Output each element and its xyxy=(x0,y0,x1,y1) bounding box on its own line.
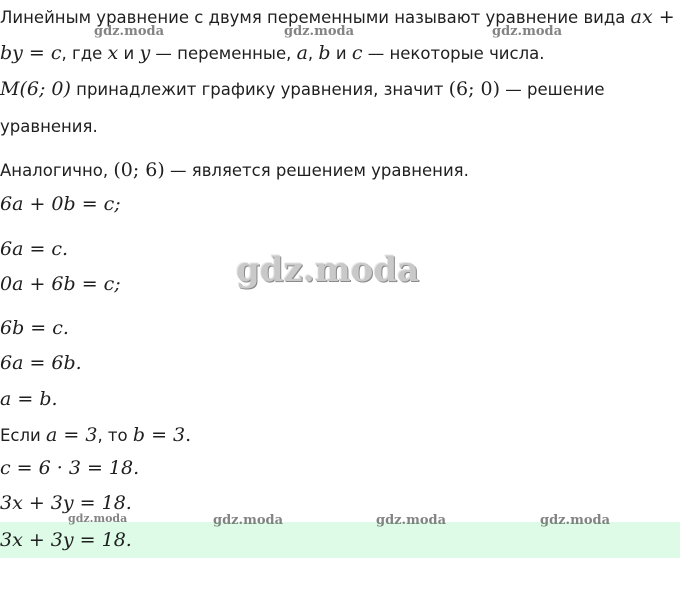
watermark: gdz.moda xyxy=(284,24,355,39)
math-expr: a = 3 xyxy=(46,424,98,446)
watermark: gdz.moda xyxy=(492,24,563,39)
text-fragment: Аналогично, xyxy=(0,161,114,180)
text-fragment: — является решением уравнения. xyxy=(164,161,469,180)
math-var: c xyxy=(351,42,363,64)
equation-line: 6a + 0b = c; xyxy=(0,193,121,215)
math-var: x xyxy=(107,42,119,64)
equation-line: 6a = 6b. xyxy=(0,352,82,374)
text-fragment: — решение xyxy=(500,80,605,99)
text-fragment: — некоторые числа. xyxy=(362,44,545,63)
equation-line: a = b. xyxy=(0,388,58,410)
math-var: b xyxy=(318,42,331,64)
equation-line: 6b = c. xyxy=(0,317,69,339)
answer-equation: 3x + 3y = 18. xyxy=(0,529,132,551)
equation-line: c = 6 · 3 = 18. xyxy=(0,457,140,479)
watermark: gdz.moda xyxy=(540,513,611,528)
watermark: gdz.moda xyxy=(213,513,284,528)
text-fragment: — переменные, xyxy=(150,44,297,63)
watermark-large: gdz.moda xyxy=(236,250,420,290)
text-fragment: . xyxy=(185,424,192,446)
math-expr: ax + xyxy=(630,6,675,28)
text-fragment: уравнения. xyxy=(0,117,98,136)
text-fragment: Если xyxy=(0,426,47,445)
text-fragment: и xyxy=(118,44,140,63)
definition-text: Линейным уравнение с двумя переменными называют уравнение вида xyxy=(0,8,631,27)
text-line-5 xyxy=(0,159,469,182)
text-line-4 xyxy=(0,116,98,138)
text-line-2 xyxy=(0,42,545,65)
equation-line: 0a + 6b = c; xyxy=(0,273,121,295)
text-fragment: , то xyxy=(97,426,133,445)
equation-line: 3x + 3y = 18. xyxy=(0,492,132,514)
text-fragment: принадлежит графику уравнения, значит xyxy=(70,80,449,99)
text-fragment: , xyxy=(307,44,319,63)
point-expr: M(6; 0) xyxy=(0,78,71,100)
math-var: a xyxy=(296,42,308,64)
watermark: gdz.moda xyxy=(376,513,447,528)
math-expr: by = c xyxy=(0,42,62,64)
math-var: y xyxy=(139,42,151,64)
text-line-12 xyxy=(0,424,191,447)
equation-line: 6a = c. xyxy=(0,238,69,260)
point-expr: (6; 0) xyxy=(448,78,501,100)
math-expr: b = 3 xyxy=(132,424,186,446)
watermark: gdz.moda xyxy=(94,24,165,39)
text-fragment: , где xyxy=(61,44,108,63)
point-expr: (0; 6) xyxy=(113,159,165,181)
watermark: gdz.moda xyxy=(68,512,128,525)
text-line-3 xyxy=(0,78,605,101)
text-fragment: и xyxy=(330,44,352,63)
